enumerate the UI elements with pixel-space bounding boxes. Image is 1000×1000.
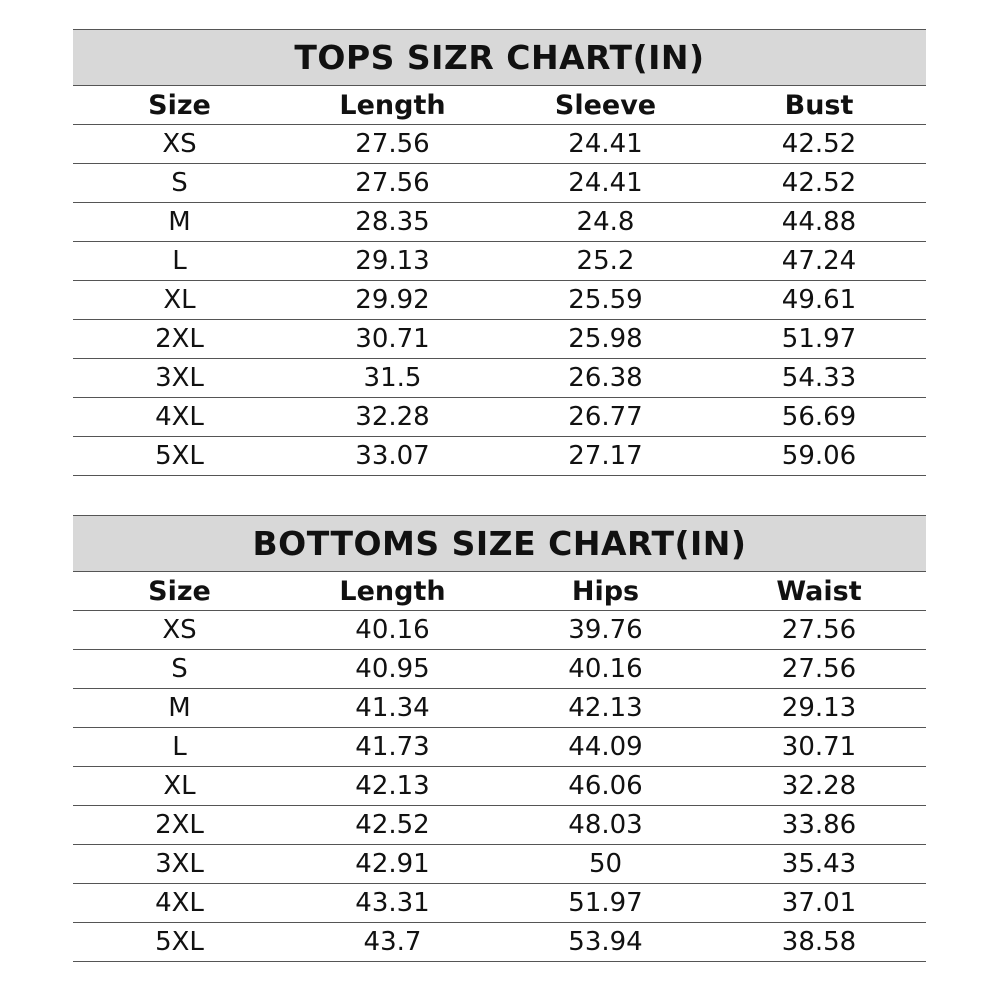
length-cell: 30.71: [286, 320, 499, 359]
waist-cell: 35.43: [712, 845, 926, 884]
sleeve-cell: 27.17: [499, 437, 712, 476]
sleeve-cell: 25.2: [499, 242, 712, 281]
waist-cell: 27.56: [712, 611, 926, 650]
waist-cell: 32.28: [712, 767, 926, 806]
bottoms-header-length: Length: [286, 572, 499, 611]
hips-cell: 39.76: [499, 611, 712, 650]
bust-cell: 42.52: [712, 164, 926, 203]
tops-header-size: Size: [73, 86, 286, 125]
waist-cell: 29.13: [712, 689, 926, 728]
size-cell: 4XL: [73, 884, 286, 923]
tops-chart-title: TOPS SIZR CHART(IN): [73, 30, 926, 86]
bust-cell: 47.24: [712, 242, 926, 281]
tops-header-sleeve: Sleeve: [499, 86, 712, 125]
tops-header-bust: Bust: [712, 86, 926, 125]
hips-cell: 46.06: [499, 767, 712, 806]
waist-cell: 37.01: [712, 884, 926, 923]
bust-cell: 54.33: [712, 359, 926, 398]
length-cell: 43.31: [286, 884, 499, 923]
bust-cell: 42.52: [712, 125, 926, 164]
size-cell: XS: [73, 125, 286, 164]
size-cell: 3XL: [73, 359, 286, 398]
sleeve-cell: 24.8: [499, 203, 712, 242]
size-cell: 2XL: [73, 320, 286, 359]
length-cell: 42.13: [286, 767, 499, 806]
waist-cell: 38.58: [712, 923, 926, 962]
table-row: [73, 650, 926, 689]
size-cell: L: [73, 728, 286, 767]
table-row: [73, 611, 926, 650]
length-cell: 42.52: [286, 806, 499, 845]
sleeve-cell: 25.59: [499, 281, 712, 320]
bottoms-size-chart: [73, 515, 926, 962]
table-row: [73, 437, 926, 476]
bust-cell: 59.06: [712, 437, 926, 476]
length-cell: 40.16: [286, 611, 499, 650]
length-cell: 32.28: [286, 398, 499, 437]
waist-cell: 27.56: [712, 650, 926, 689]
sleeve-cell: 25.98: [499, 320, 712, 359]
size-cell: XS: [73, 611, 286, 650]
table-row: [73, 359, 926, 398]
bust-cell: 44.88: [712, 203, 926, 242]
hips-cell: 44.09: [499, 728, 712, 767]
sleeve-cell: 24.41: [499, 125, 712, 164]
length-cell: 27.56: [286, 164, 499, 203]
hips-cell: 50: [499, 845, 712, 884]
sleeve-cell: 26.77: [499, 398, 712, 437]
table-row: [73, 281, 926, 320]
size-cell: XL: [73, 281, 286, 320]
table-row: [73, 203, 926, 242]
length-cell: 43.7: [286, 923, 499, 962]
size-cell: 5XL: [73, 437, 286, 476]
bottoms-header-hips: Hips: [499, 572, 712, 611]
table-row: [73, 845, 926, 884]
bottoms-chart-title: BOTTOMS SIZE CHART(IN): [73, 516, 926, 572]
bottoms-header-waist: Waist: [712, 572, 926, 611]
bust-cell: 56.69: [712, 398, 926, 437]
size-cell: M: [73, 203, 286, 242]
table-row: [73, 164, 926, 203]
table-row: [73, 320, 926, 359]
bust-cell: 51.97: [712, 320, 926, 359]
size-cell: S: [73, 164, 286, 203]
bottoms-header-size: Size: [73, 572, 286, 611]
hips-cell: 40.16: [499, 650, 712, 689]
length-cell: 42.91: [286, 845, 499, 884]
bust-cell: 49.61: [712, 281, 926, 320]
length-cell: 28.35: [286, 203, 499, 242]
hips-cell: 48.03: [499, 806, 712, 845]
table-row: [73, 242, 926, 281]
length-cell: 31.5: [286, 359, 499, 398]
waist-cell: 30.71: [712, 728, 926, 767]
size-cell: XL: [73, 767, 286, 806]
length-cell: 41.34: [286, 689, 499, 728]
table-row: [73, 398, 926, 437]
bottoms-header-row: [73, 572, 926, 611]
size-cell: S: [73, 650, 286, 689]
hips-cell: 51.97: [499, 884, 712, 923]
length-cell: 27.56: [286, 125, 499, 164]
length-cell: 41.73: [286, 728, 499, 767]
tops-title-row: [73, 30, 926, 86]
table-row: [73, 728, 926, 767]
table-row: [73, 884, 926, 923]
tops-header-row: [73, 86, 926, 125]
table-row: [73, 689, 926, 728]
bottoms-title-row: [73, 516, 926, 572]
length-cell: 29.13: [286, 242, 499, 281]
length-cell: 40.95: [286, 650, 499, 689]
tops-size-chart: [73, 29, 926, 476]
size-cell: 5XL: [73, 923, 286, 962]
size-cell: 2XL: [73, 806, 286, 845]
hips-cell: 42.13: [499, 689, 712, 728]
length-cell: 29.92: [286, 281, 499, 320]
size-cell: M: [73, 689, 286, 728]
tops-header-length: Length: [286, 86, 499, 125]
size-cell: 3XL: [73, 845, 286, 884]
table-row: [73, 125, 926, 164]
sleeve-cell: 24.41: [499, 164, 712, 203]
table-row: [73, 806, 926, 845]
size-cell: 4XL: [73, 398, 286, 437]
length-cell: 33.07: [286, 437, 499, 476]
hips-cell: 53.94: [499, 923, 712, 962]
table-row: [73, 923, 926, 962]
table-row: [73, 767, 926, 806]
waist-cell: 33.86: [712, 806, 926, 845]
sleeve-cell: 26.38: [499, 359, 712, 398]
size-cell: L: [73, 242, 286, 281]
